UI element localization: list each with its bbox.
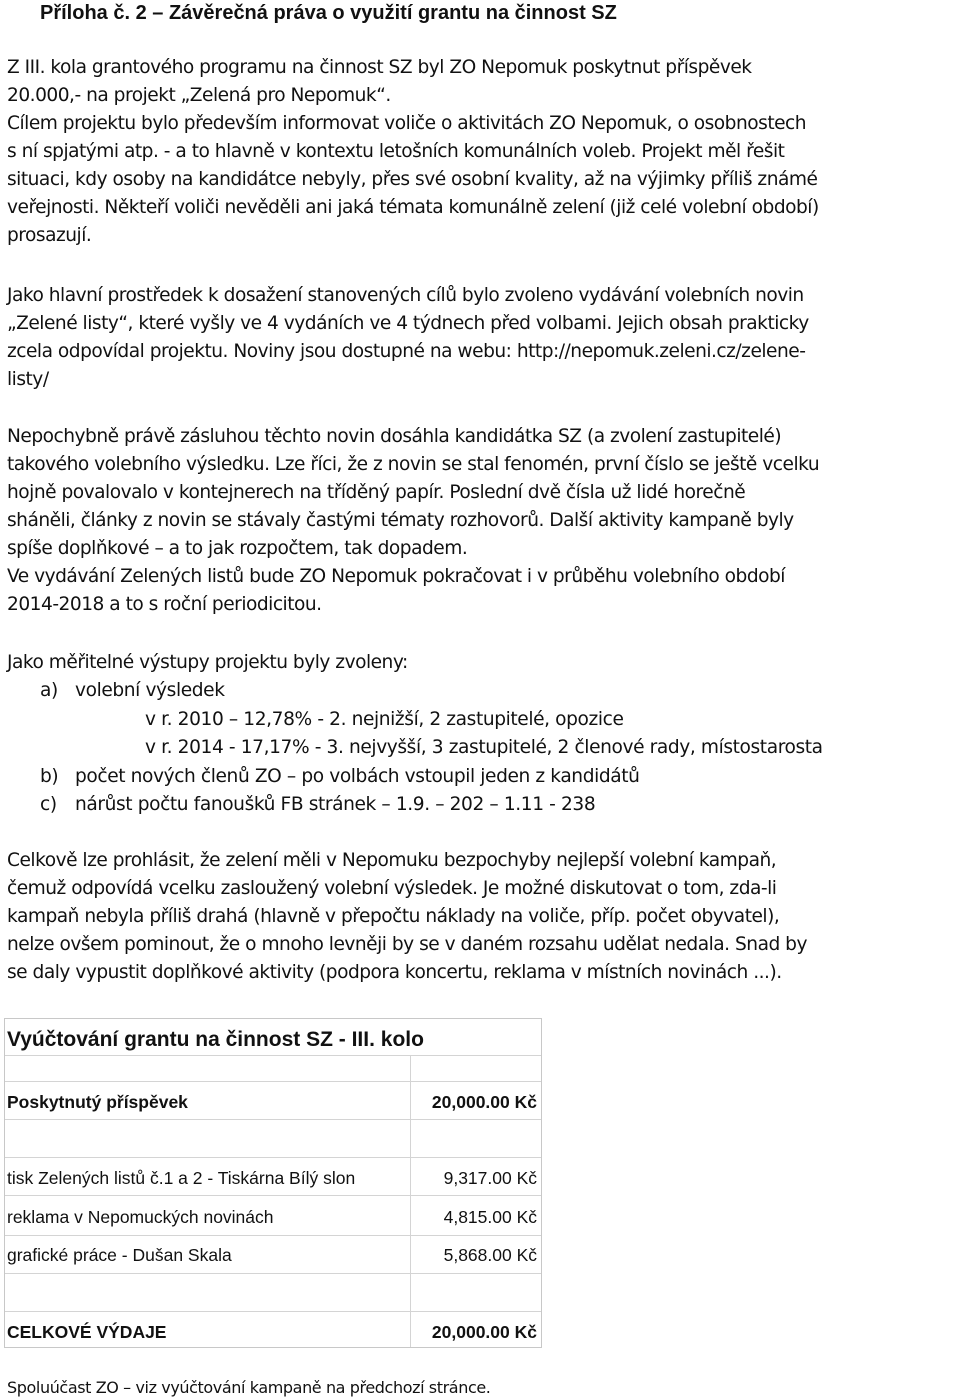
outputs-intro: Jako měřitelné výstupy projektu byly zvoleny: [7,652,408,673]
list-item-text: nárůst počtu fanoušků FB stránek – 1.9. – 202 – 1.11 - 238 [75,794,596,815]
text-line: nelze ovšem pominout, že o mnoho levněji by se v daném rozsahu udělat nedala. Snad by [7,934,807,955]
list-item [40,677,225,705]
text-line: situaci, kdy osoby na kandidátce nebyly, přes své osobní kvality, až na výjimky příliš známé [7,169,818,190]
text-line: Z III. kola grantového programu na činnost SZ byl ZO Nepomuk poskytnut příspěvek [7,57,752,78]
paragraph-conclusion [7,847,955,987]
paragraph-results [7,423,955,619]
table-row-amount: 4,815.00 Kč [443,1207,537,1227]
table-row-label: reklama v Nepomuckých novinách [7,1207,274,1227]
page-heading: Příloha č. 2 – Závěrečná práva o využití grantu na činnost SZ [40,2,617,24]
text-line: listy/ [7,369,49,390]
text-line: „Zelené listy“, které vyšly ve 4 vydáních ve 4 týdnech před volbami. Jejich obsah prakticky [7,313,809,334]
table-column-divider [410,1055,411,1347]
paragraph-means [7,282,955,394]
text-line: veřejnosti. Někteří voliči nevěděli ani jaká témata komunálně zelení (již celé volební období) [7,197,819,218]
text-line: kampaň nebyla příliš drahá (hlavně v přepočtu náklady na voliče, příp. počet obyvatel), [7,906,780,927]
table-divider [5,1235,541,1236]
list-item-marker: a) [40,680,58,701]
text-line: prosazují. [7,225,92,246]
sub-list-item: v r. 2010 – 12,78% - 2. nejnižší, 2 zastupitelé, opozice [145,709,624,730]
text-line: s ní spjatými atp. - a to hlavně v kontextu letošních komunálních voleb. Projekt měl řešit [7,141,785,162]
grant-label: Poskytnutý příspěvek [7,1092,188,1112]
table-divider [5,1273,541,1274]
list-item [40,791,595,819]
table-row-amount: 5,868.00 Kč [443,1245,537,1265]
table-row-label: grafické práce - Dušan Skala [7,1245,232,1265]
table-divider [5,1081,541,1082]
text-line: Celkově lze prohlásit, že zelení měli v Nepomuku bezpochyby nejlepší volební kampaň, [7,850,777,871]
text-line: se daly vypustit doplňkové aktivity (podpora koncertu, reklama v místních novinách ...). [7,962,782,983]
table-row-label: tisk Zelených listů č.1 a 2 - Tiskárna Bílý slon [7,1168,356,1188]
table-row-amount: 9,317.00 Kč [443,1168,537,1188]
text-line: 20.000,- na projekt „Zelená pro Nepomuk“. [7,85,391,106]
table-divider [5,1157,541,1158]
text-line: 2014-2018 a to s roční periodicitou. [7,594,322,615]
text-line: sháněli, články z novin se stávaly častými tématy rozhovorů. Další aktivity kampaně byly [7,510,794,531]
table-divider [5,1311,541,1312]
total-amount: 20,000.00 Kč [431,1322,537,1342]
list-item-marker: b) [40,766,59,787]
text-line: čemuž odpovídá vcelku zasloužený volební výsledek. Je možné diskutovat o tom, zda-li [7,878,777,899]
text-line: Ve vydávání Zelených listů bude ZO Nepomuk pokračovat i v průběhu volebního období [7,566,785,587]
list-item-text: počet nových členů ZO – po volbách vstoupil jeden z kandidátů [75,766,640,787]
list-item-marker: c) [40,794,57,815]
text-line: Nepochybně právě zásluhou těchto novin dosáhla kandidátka SZ (a zvolení zastupitelé) [7,426,782,447]
table-title: Vyúčtování grantu na činnost SZ - III. kolo [7,1028,424,1051]
table-divider [5,1195,541,1196]
list-item-text: volební výsledek [75,680,225,701]
text-line: zcela odpovídal projektu. Noviny jsou dostupné na webu: http://nepomuk.zeleni.cz/zelene- [7,341,806,362]
list-item [40,763,640,791]
text-line: hojně povalovalo v kontejnerech na tříděný papír. Poslední dvě čísla už lidé horečně [7,482,746,503]
text-line: takového volebního výsledku. Lze říci, že z novin se stal fenomén, první číslo se ještě vcelku [7,454,820,475]
paragraph-intro [7,54,955,250]
table-divider [5,1119,541,1120]
text-line: spíše doplňkové – a to jak rozpočtem, tak dopadem. [7,538,468,559]
accounting-table [4,1018,542,1348]
text-line: Jako hlavní prostředek k dosažení stanovených cílů bylo zvoleno vydávání volebních novin [7,285,804,306]
total-label: CELKOVÉ VÝDAJE [7,1322,167,1342]
text-line: Cílem projektu bylo především informovat voliče o aktivitách ZO Nepomuk, o osobnostech [7,113,807,134]
table-divider [5,1055,541,1056]
grant-amount: 20,000.00 Kč [431,1092,537,1112]
footer-note: Spoluúčast ZO – viz vyúčtování kampaně na předchozí stránce. [7,1378,491,1397]
sub-list-item: v r. 2014 - 17,17% - 3. nejvyšší, 3 zastupitelé, 2 členové rady, místostarosta [145,737,823,758]
